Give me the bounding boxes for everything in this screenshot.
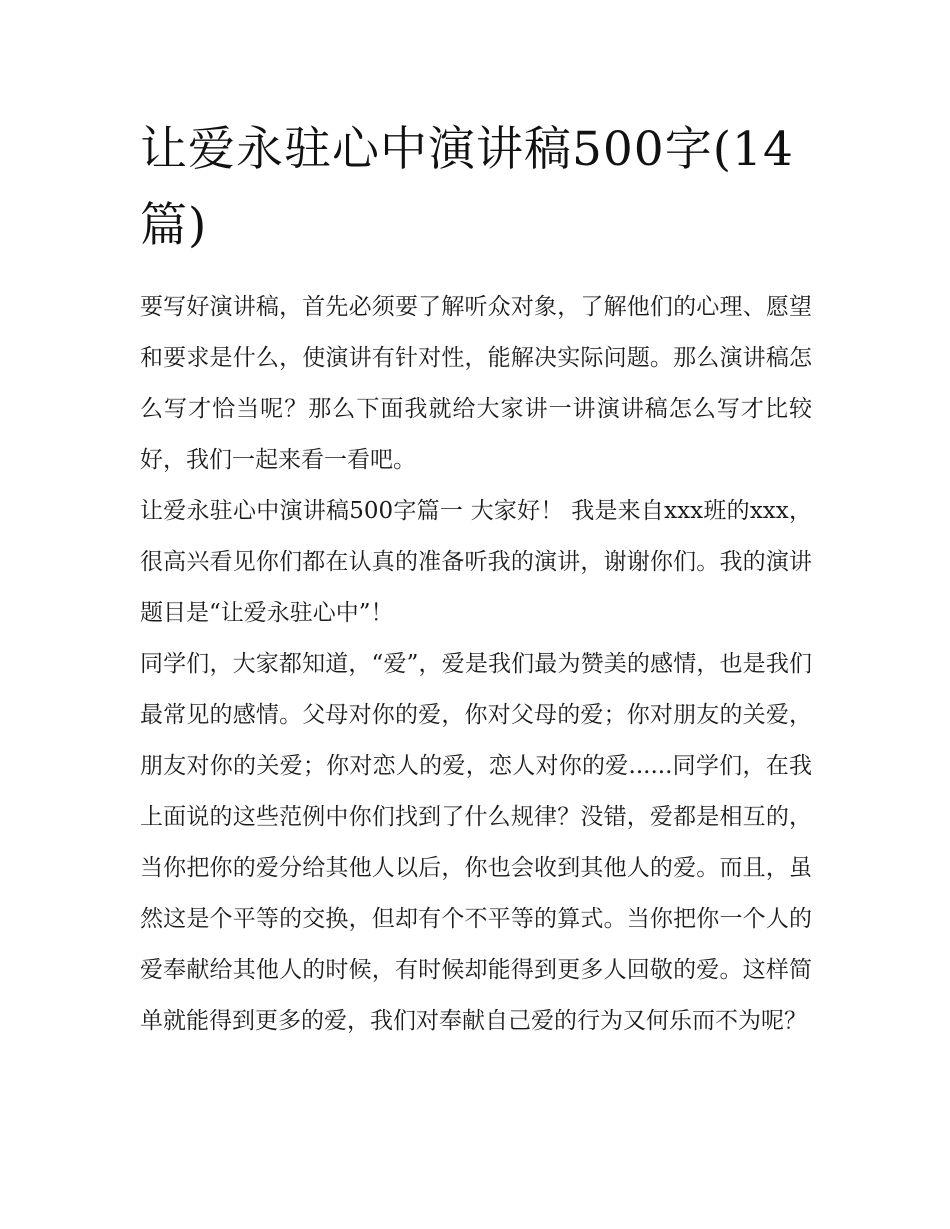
intro-paragraph: 要写好演讲稿，首先必须要了解听众对象，了解他们的心理、愿望和要求是什么，使演讲有针对性，能解决实际问题。那么演讲稿怎么写才恰当呢？那么下面我就给大家讲一讲演讲稿怎么写才比较好，我们一起来看一看吧。 bbox=[140, 294, 812, 473]
document-title: 让爱永驻心中演讲稿500字(14篇) bbox=[140, 122, 794, 253]
speech-opening-paragraph: 让爱永驻心中演讲稿500字篇一 大家好！ 我是来自xxx班的xxx，很高兴看见你们都在认真的准备听我的演讲，谢谢你们。我的演讲题目是“让爱永驻心中”！ bbox=[140, 498, 812, 626]
document-content bbox=[140, 112, 812, 1047]
speech-body-paragraph: 同学们，大家都知道，“爱”，爱是我们最为赞美的感情，也是我们最常见的感情。父母对你的爱，你对父母的爱；你对朋友的关爱，朋友对你的关爱；你对恋人的爱，恋人对你的爱......同学们，在我上面说的这些范例中你们找到了什么规律？没错，爱都是相互的，当你把你的爱分给其他人以后，你也会收到其他人的爱。而且，虽然这是个平等的交换，但却有个不平等的算式。当你把你一个人的爱奉献给其他人的时候，有时候却能得到更多人回敬的爱。这样简单就能得到更多的爱，我们对奉献自己爱的行为又何乐而不为呢？ bbox=[140, 651, 812, 1034]
